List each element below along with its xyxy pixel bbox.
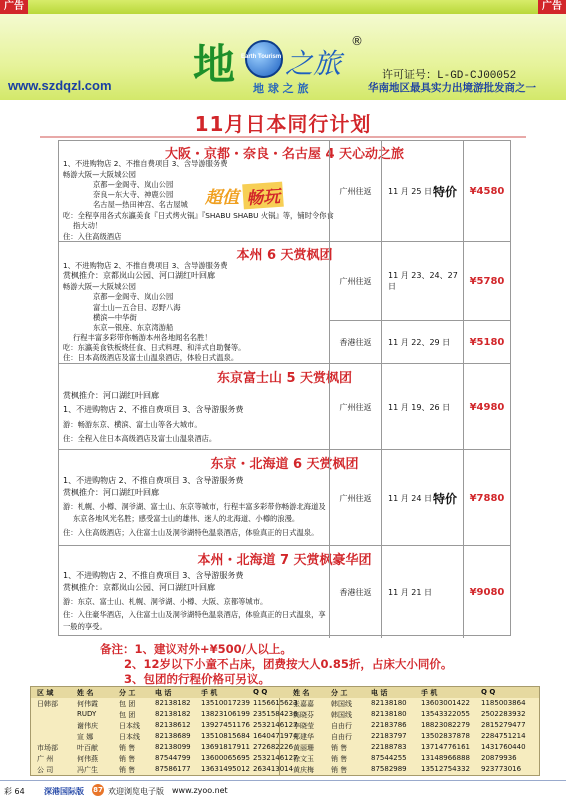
magazine-badge: 87 xyxy=(93,786,103,794)
price: ¥7880 xyxy=(463,450,510,546)
tour-line: 东京—银座、东京湾游船 xyxy=(93,323,174,332)
contact-name: 黄庆梅 xyxy=(293,766,314,774)
contact-role: 韩国线 xyxy=(331,700,352,708)
tour-line: 游：东京、富士山、札幌、洞爷湖、小樽、大阪、京都等城市。 xyxy=(63,597,268,606)
website-url[interactable]: www.szdqzl.com xyxy=(8,78,112,93)
ad-label-right: 广告 xyxy=(538,0,566,14)
contacts-header: 区 域 姓 名 分 工 电 话 手 机 Q Q 姓 名 分 工 电 话 手 机 Q Q xyxy=(31,687,539,698)
depart-city: 广州往返 xyxy=(329,141,381,241)
contact-role: 日本线 xyxy=(119,733,140,741)
contact-phone: 87586177 xyxy=(155,765,191,773)
tour-line: 吃：东瀛美食铁板烧任食、日式料理、和洋式自助餐等。 xyxy=(63,343,246,352)
depart-dates: 11 月 21 日 xyxy=(381,546,463,638)
contact-name: 叶百献 xyxy=(77,744,98,752)
contact-phone: 87582989 xyxy=(371,765,407,773)
tour-line: 奈良—东大寺、神鹿公园 xyxy=(93,190,174,199)
depart-dates: 11 月 19、26 日 xyxy=(381,364,463,450)
contact-qq: 2502283932 xyxy=(481,710,526,718)
contact-name: 冯广生 xyxy=(77,766,98,774)
contact-mobile: 13543322055 xyxy=(421,710,470,718)
contact-name: 徐文玉 xyxy=(293,755,314,763)
tour-name: 本州 6 天赏枫团 xyxy=(236,248,333,263)
note-line: 3、包团的行程价格可另议。 xyxy=(124,672,271,686)
contact-phone: 87544799 xyxy=(155,754,191,762)
contact-phone: 22188783 xyxy=(371,743,407,751)
contact-mobile: 18823082279 xyxy=(421,721,470,729)
contact-role: 包 团 xyxy=(119,711,136,719)
tour-line: 1、不进购物店 2、不推自费项目 3、含导游服务费 xyxy=(63,571,244,580)
tour-line: 住：全程入住日本高级酒店及富士山温泉酒店。 xyxy=(63,434,217,443)
tour-line: 赏枫推介：京都岚山公园、河口湖红叶回廊 xyxy=(63,583,215,592)
tour-line: 赏枫推介：京都岚山公园、河口湖红叶回廊 xyxy=(63,271,215,280)
tour-line: 住：日本高级酒店及富士山温泉酒店，体验日式温泉。 xyxy=(63,353,239,362)
tour-line: 游：畅游东京、横滨、富士山等各大城市。 xyxy=(63,420,202,429)
price: ¥5180 xyxy=(463,321,510,364)
depart-dates: 11 月 22、29 日 xyxy=(381,321,463,364)
depart-dates: 11 月 23、24、27 日 xyxy=(381,242,463,320)
contact-row xyxy=(31,742,539,753)
tour-table xyxy=(58,140,511,636)
logo-travel-text: 之旅 xyxy=(285,47,342,80)
contact-region: 公 司 xyxy=(37,766,54,774)
contact-phone: 82138612 xyxy=(155,721,191,729)
welcome-text: 欢迎浏览电子版 xyxy=(108,787,164,796)
contact-row xyxy=(31,709,539,720)
contact-qq: 1185003864 xyxy=(481,699,526,707)
contact-name: 郑建华 xyxy=(293,733,314,741)
tour-section xyxy=(59,241,510,363)
contact-row xyxy=(31,764,539,775)
tour-line: 住：入住高级酒店；入住富士山及洞爷湖特色温泉酒店，体验真正的日式温泉。 xyxy=(63,528,319,537)
contact-row xyxy=(31,698,539,709)
contact-qq: 2284751214 xyxy=(481,732,526,740)
page-title: 11月日本同行计划 xyxy=(194,112,372,136)
contact-qq: 1156615623 xyxy=(253,699,298,707)
contact-name: 张嘉嘉 xyxy=(293,700,314,708)
contact-mobile: 13823106199 xyxy=(201,710,250,718)
tour-line: 一般的享受。 xyxy=(63,622,107,631)
contact-name: 宣 娜 xyxy=(77,733,94,741)
depart-city: 广州往返 xyxy=(329,242,381,320)
contact-mobile: 13631495012 xyxy=(201,765,250,773)
contact-name: 李晓莹 xyxy=(293,722,314,730)
contact-qq: 2815279477 xyxy=(481,721,526,729)
contact-region: 市场部 xyxy=(37,744,58,752)
license-number: 许可证号：L-GD-CJ00052 xyxy=(382,70,517,82)
contact-phone: 22183786 xyxy=(371,721,407,729)
tour-line: 住：入住豪华酒店，入住富士山及洞爷湖特色温泉酒店，体验真正的日式温泉，享 xyxy=(63,610,326,619)
promo-stamp: 超值 畅玩 xyxy=(205,183,283,208)
contact-role: 销 售 xyxy=(331,744,348,752)
logo-main-char: 地 xyxy=(193,40,236,89)
contact-mobile: 13714776161 xyxy=(421,743,470,751)
tour-line: 京都—金阁寺、岚山公园 xyxy=(93,180,174,189)
contact-mobile: 13512754332 xyxy=(421,765,470,773)
tour-name: 东京・北海道 6 天赏枫团 xyxy=(210,457,359,472)
depart-dates: 11 月 25 日 特价 xyxy=(381,141,463,241)
contact-row xyxy=(31,731,539,742)
title-underline xyxy=(40,136,526,138)
contact-name: RUDY xyxy=(77,710,97,718)
contact-qq: 2532146127 xyxy=(253,754,298,762)
contact-phone: 22183797 xyxy=(371,732,407,740)
tour-line: 东京各地风光名胜；感受富士山的雄伟、迷人的北海道、小樽的浪漫。 xyxy=(73,514,300,523)
contact-phone: 82138182 xyxy=(155,699,191,707)
contact-role: 自由行 xyxy=(331,722,352,730)
tour-line: 1、不进购物店 2、不推自费项目 3、含导游服务费 xyxy=(63,261,228,270)
earth-tourism-logo xyxy=(193,32,373,94)
contact-mobile: 13600065695 xyxy=(201,754,250,762)
tour-section xyxy=(59,141,510,241)
tour-line: 横滨—中华街 xyxy=(93,313,137,322)
contact-role: 销 售 xyxy=(119,766,136,774)
contact-role: 包 团 xyxy=(119,700,136,708)
tour-line: 游：札幌、小樽、洞爷湖、富士山、东京等城市，行程丰富多彩带你畅游北海道及 xyxy=(63,502,326,511)
depart-city: 广州往返 xyxy=(329,364,381,450)
depart-dates: 11 月 24 日 特价 xyxy=(381,450,463,546)
price: ¥4580 xyxy=(463,141,510,241)
tour-line: 1、不进购物店 2、不推自费项目 3、含导游服务费 xyxy=(63,159,228,168)
page-footer xyxy=(0,780,566,800)
tour-line: 吃：全程享用各式东瀛美食『日式烤火锅』『SHABU SHABU 火锅』等，铺时令你食 xyxy=(63,211,334,220)
contact-role: 日本线 xyxy=(119,722,140,730)
tour-line: 住：入住高级酒店 xyxy=(63,232,122,241)
contact-region: 日韩部 xyxy=(37,700,58,708)
depart-city: 广州往返 xyxy=(329,450,381,546)
contact-role: 销 售 xyxy=(119,755,136,763)
tour-line: 指大动！ xyxy=(73,221,103,230)
contact-row xyxy=(31,720,539,731)
contact-role: 销 售 xyxy=(331,755,348,763)
tour-line: 1、不进购物店 2、不推自费项目 3、含导游服务费 xyxy=(63,405,244,414)
page-number: 彩 64 xyxy=(4,787,25,796)
tour-section xyxy=(59,363,510,449)
price: ¥4980 xyxy=(463,364,510,450)
contact-role: 韩国线 xyxy=(331,711,352,719)
contact-qq: 1431760440 xyxy=(481,743,526,751)
note-line: 2、12岁以下小童不占床，团费按大人0.85折，占床大小同价。 xyxy=(124,657,453,671)
tour-name: 东京富士山 5 天赏枫团 xyxy=(216,371,353,386)
contact-phone: 82138180 xyxy=(371,710,407,718)
contact-phone: 82138182 xyxy=(155,710,191,718)
slogan: 华南地区最具实力出境游批发商之一 xyxy=(368,82,536,94)
contact-qq: 923773016 xyxy=(481,765,522,773)
footer-site[interactable]: www.zyoo.net xyxy=(172,786,228,795)
contact-qq: 1640471974 xyxy=(253,732,298,740)
registered-mark: ® xyxy=(351,34,363,48)
contacts-table xyxy=(30,686,540,776)
tour-section xyxy=(59,449,510,545)
depart-city: 香港往返 xyxy=(329,546,381,638)
contact-phone: 82138689 xyxy=(155,732,191,740)
contact-role: 销 售 xyxy=(119,744,136,752)
contact-qq: 2532146127 xyxy=(253,721,298,729)
contact-mobile: 13502837878 xyxy=(421,732,470,740)
tour-line: 畅游大阪—大阪城公园 xyxy=(63,282,136,291)
contact-mobile: 13691817911 xyxy=(201,743,250,751)
ad-label-left: 广告 xyxy=(0,0,28,14)
contact-name: 谢伟庆 xyxy=(77,722,98,730)
contact-qq: 20879936 xyxy=(481,754,517,762)
tour-line: 富士山—五合目、忍野八海 xyxy=(93,303,181,312)
tour-line: 1、不进购物店 2、不推自费项目 3、含导游服务费 xyxy=(63,476,244,485)
contact-phone: 82138180 xyxy=(371,699,407,707)
contact-mobile: 13510815684 xyxy=(201,732,250,740)
contact-name: 何伟霞 xyxy=(77,700,98,708)
contact-qq: 272682226 xyxy=(253,743,294,751)
contact-role: 自由行 xyxy=(331,733,352,741)
top-strip xyxy=(0,0,566,14)
contact-qq: 2351584236 xyxy=(253,710,298,718)
contact-region: 广 州 xyxy=(37,755,54,763)
tour-line: 赏枫推介：河口湖红叶回廊 xyxy=(63,391,159,400)
contact-phone: 82138099 xyxy=(155,743,191,751)
contact-row xyxy=(31,753,539,764)
tour-line: 名古屋—热田神宫、名古屋城 xyxy=(93,200,188,209)
contact-role: 销 售 xyxy=(331,766,348,774)
price: ¥5780 xyxy=(463,242,510,320)
tour-line: 行程丰富多彩带你畅游本州各地闻名名胜！ xyxy=(73,333,212,342)
tour-line: 畅游大阪—大阪城公园 xyxy=(63,170,136,179)
contact-mobile: 13510017239 xyxy=(201,699,250,707)
contact-phone: 87544255 xyxy=(371,754,407,762)
contact-name: 高晓芬 xyxy=(293,711,314,719)
contact-name: 何伟燕 xyxy=(77,755,98,763)
magazine-name: 深港国际版 xyxy=(44,787,84,796)
contact-mobile: 13148966888 xyxy=(421,754,470,762)
contact-qq: 263413014 xyxy=(253,765,294,773)
price: ¥9080 xyxy=(463,546,510,638)
tour-section xyxy=(59,545,510,637)
depart-city: 香港往返 xyxy=(329,321,381,364)
contact-mobile: 13603001422 xyxy=(421,699,470,707)
note-line: 备注：1、建议对外+¥500/人以上。 xyxy=(100,642,292,656)
logo-subtitle: 地 球 之 旅 xyxy=(253,82,309,95)
contact-name: 黄丽珊 xyxy=(293,744,314,752)
tour-line: 京都—金阁寺、岚山公园 xyxy=(93,292,174,301)
tour-line: 赏枫推介：河口湖红叶回廊 xyxy=(63,488,159,497)
contact-mobile: 13927451176 xyxy=(201,721,250,729)
logo-globe-text: Earth Tourism xyxy=(241,54,282,60)
tour-name: 大阪・京都・奈良・名古屋 4 天心动之旅 xyxy=(164,147,405,162)
tour-name: 本州・北海道 7 天赏枫豪华团 xyxy=(197,553,372,568)
